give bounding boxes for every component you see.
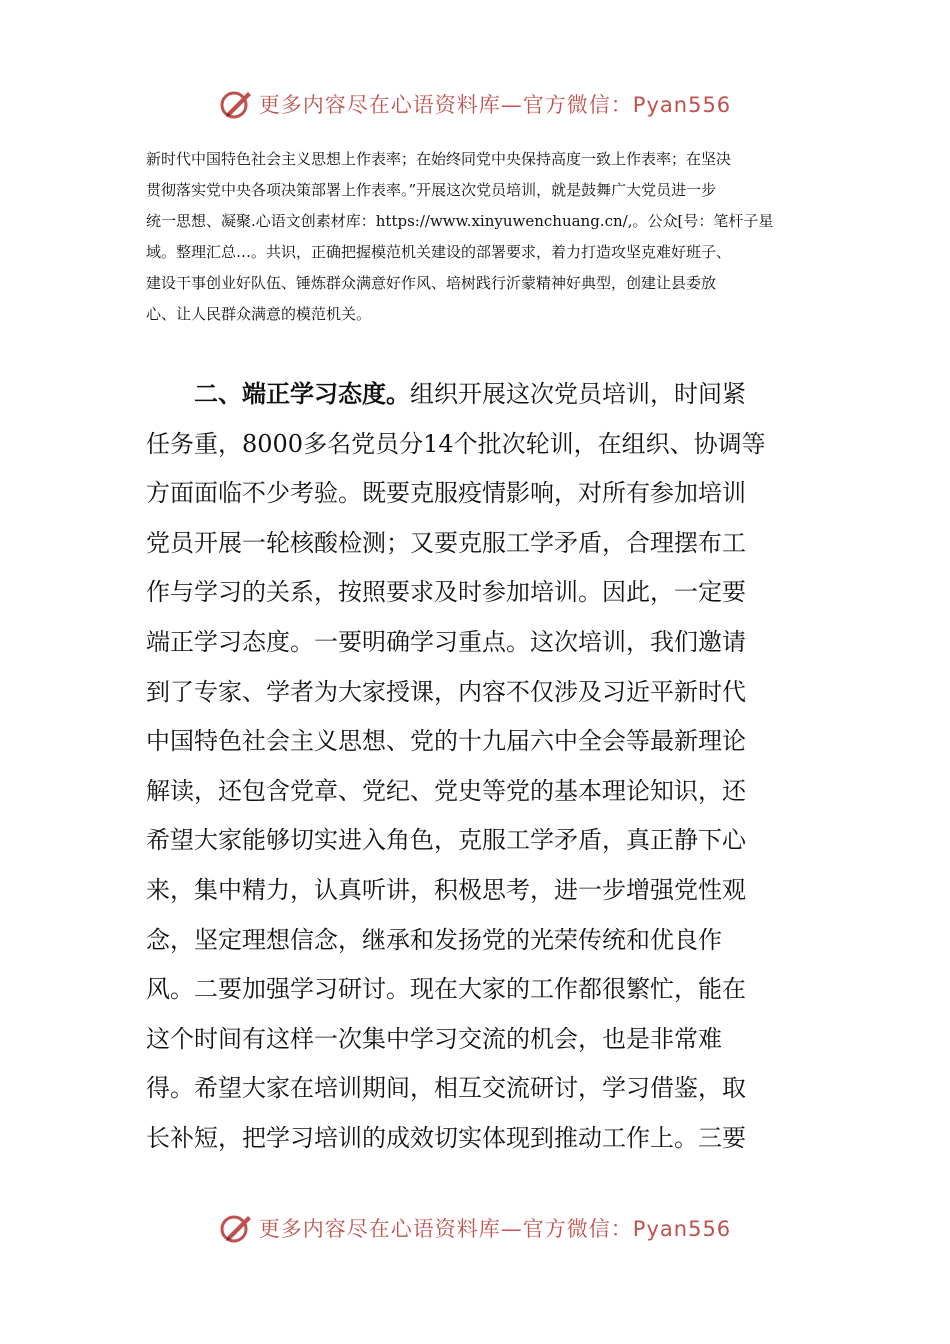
body-line: 希望大家能够切实进入角色，克服工学矛盾，真正静下心	[146, 826, 746, 855]
body-line: 念，坚定理想信念，继承和发扬党的光荣传统和优良作	[146, 925, 722, 954]
pen-logo-icon	[219, 86, 255, 122]
body-line: 端正学习态度。一要明确学习重点。这次培训，我们邀请	[146, 627, 746, 656]
body-line: 解读，还包含党章、党纪、党史等党的基本理论知识，还	[146, 776, 746, 805]
section-two-paragraph	[146, 370, 806, 1164]
header-watermark-text: 更多内容尽在心语资料库—官方微信：Pyan556	[258, 93, 732, 117]
body-line: 任务重，8000多名党员分14个批次轮训，在组织、协调等	[146, 429, 766, 458]
section-first-line	[146, 370, 806, 420]
intro-line: 新时代中国特色社会主义思想上作表率；在始终同党中央保持高度一致上作表率；在坚决	[146, 150, 732, 168]
header-watermark	[0, 84, 950, 124]
body-line: 到了专家、学者为大家授课，内容不仅涉及习近平新时代	[146, 677, 746, 706]
body-line: 作与学习的关系，按照要求及时参加培训。因此，一定要	[146, 578, 746, 607]
intro-line: 建设干事创业好队伍、锤炼群众满意好作风、培树践行沂蒙精神好典型，创建让县委放	[146, 274, 717, 292]
section-first-line-text: 组织开展这次党员培训，时间紧	[410, 380, 746, 408]
body-line: 这个时间有这样一次集中学习交流的机会，也是非常难	[146, 1024, 722, 1053]
body-line: 得。希望大家在培训期间，相互交流研讨，学习借鉴，取	[146, 1074, 746, 1103]
footer-watermark	[0, 1208, 950, 1248]
body-line: 党员开展一轮核酸检测；又要克服工学矛盾，合理摆布工	[146, 528, 746, 557]
footer-watermark-text: 更多内容尽在心语资料库—官方微信：Pyan556	[258, 1217, 732, 1241]
intro-line: 心、让人民群众满意的模范机关。	[146, 305, 372, 323]
pen-logo-icon	[219, 1210, 255, 1246]
intro-paragraph	[146, 144, 806, 330]
section-heading: 二、端正学习态度。	[194, 380, 410, 408]
body-line: 中国特色社会主义思想、党的十九届六中全会等最新理论	[146, 727, 746, 756]
intro-line: 贯彻落实党中央各项决策部署上作表率。”开展这次党员培训，就是鼓舞广大党员进一步	[146, 181, 717, 199]
body-line: 风。二要加强学习研讨。现在大家的工作都很繁忙，能在	[146, 975, 746, 1004]
intro-line: 域。整理汇总…。共识，正确把握模范机关建设的部署要求，着力打造攻坚克难好班子、	[146, 243, 732, 261]
body-line: 来，集中精力，认真听讲，积极思考，进一步增强党性观	[146, 875, 746, 904]
intro-line: 统一思想、凝聚.心语文创素材库：https://www.xinyuwenchuang.cn/,。公众[号：笔杆子星	[146, 212, 774, 230]
body-line: 长补短，把学习培训的成效切实体现到推动工作上。三要	[146, 1123, 746, 1152]
body-line: 方面面临不少考验。既要克服疫情影响，对所有参加培训	[146, 479, 746, 508]
